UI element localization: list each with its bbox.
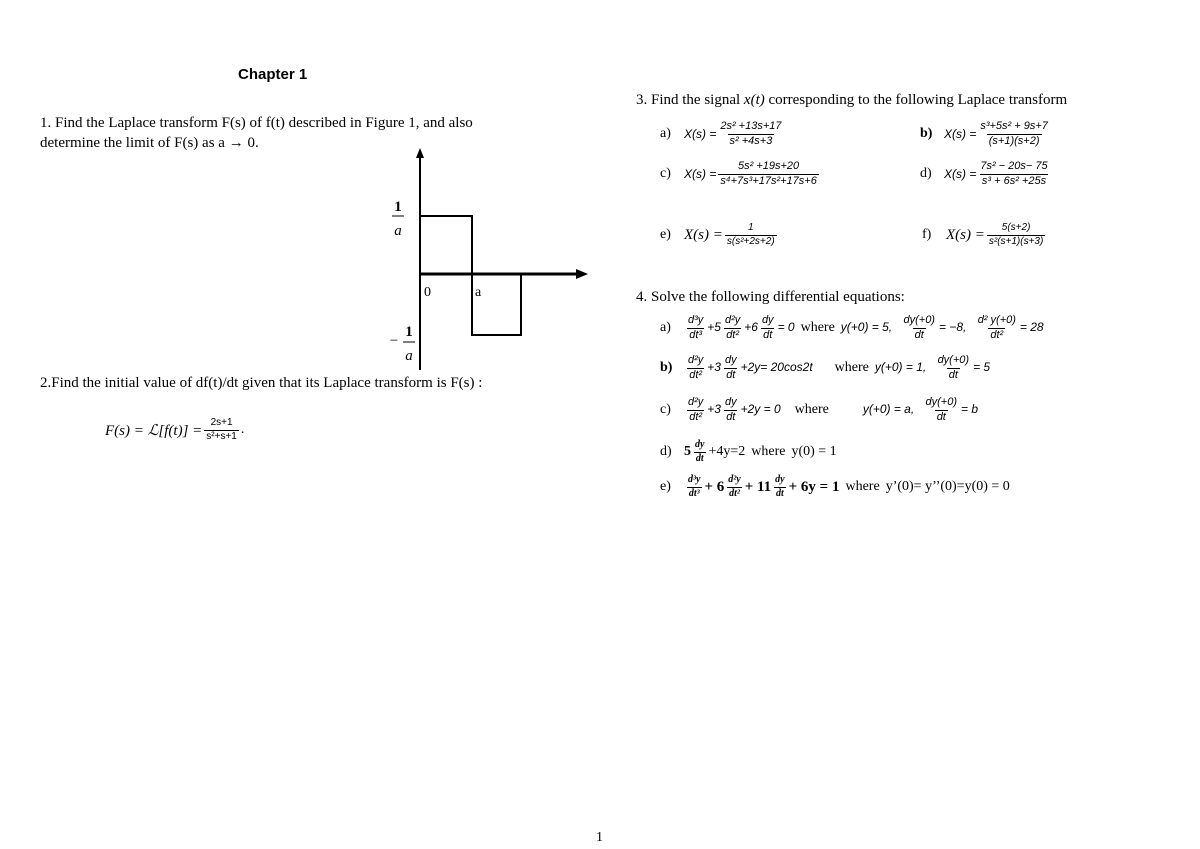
q4-a-c2-num: dy(+0) — [903, 314, 935, 326]
q4-c-p1: +3 — [707, 402, 721, 417]
q2-tail: . — [240, 422, 245, 437]
q4-e-where: where — [845, 479, 880, 494]
q3-e-den: s(s²+2s+2) — [726, 235, 775, 247]
q1-line1: 1. Find the Laplace transform F(s) of f(t) described in Figure 1, and also — [40, 115, 473, 131]
q4-d-label: d) — [660, 444, 672, 459]
q3-b-den: (s+1)(s+2) — [988, 134, 1040, 147]
q3-item-b — [920, 121, 1052, 147]
label-a-bottom: a — [405, 348, 413, 364]
q4-a-where: where — [800, 320, 835, 336]
q1-line2: determine the limit of F(s) as a → 0. — [40, 135, 259, 151]
q3-item-e — [660, 223, 779, 247]
q4-c-where: where — [794, 402, 829, 418]
q3-e-label: e) — [660, 227, 671, 242]
q4-e-f3-den: dt — [776, 487, 784, 499]
q4-e-f3-num: dy — [775, 474, 785, 485]
q4-c-c1: y(+0) = a, — [862, 402, 915, 417]
figure-1-graph — [380, 145, 595, 375]
q3-text-pre: 3. Find the signal — [636, 92, 744, 108]
positive-pulse — [420, 216, 472, 274]
q3-c-lhs: X(s) = — [684, 167, 717, 182]
q4-text: 4. Solve the following differential equations: — [636, 289, 905, 305]
q4-c-f2-den: dt — [726, 410, 736, 423]
q2-lhs: F(s) = ℒ[f(t)] = — [105, 422, 203, 439]
q4-a-f2-den: dt² — [726, 328, 740, 341]
q4-c-f1-num: d²y — [688, 396, 704, 408]
q3-d-den: s³ + 6s² +25s — [981, 174, 1047, 187]
q3-f-label: f) — [922, 227, 932, 242]
q4-b-f1-den: dt² — [689, 368, 703, 381]
q4-e-p3: + 6y = 1 — [788, 478, 840, 495]
q3-b-lhs: X(s) = — [944, 127, 977, 142]
label-one-bottom: 1 — [405, 324, 413, 340]
q4-item-a — [660, 315, 1044, 341]
q4-a-p3: = 0 — [777, 320, 795, 335]
q4-d-cond: y(0) = 1 — [791, 444, 837, 459]
q2-equation — [105, 418, 244, 442]
q3-e-num: 1 — [747, 222, 754, 233]
q3-item-c — [660, 161, 821, 187]
label-a-top: a — [394, 223, 402, 239]
q4-c-c2: = b — [961, 402, 979, 417]
q4-a-f1-den: dt³ — [689, 328, 703, 341]
q4-a-c3-den: dt² — [990, 328, 1004, 341]
q4-a-p1: +5 — [707, 320, 721, 335]
q3-f-lhs: X(s) = — [946, 226, 985, 243]
q3-a-num: 2s² +13s+17 — [720, 120, 782, 132]
q4-item-e — [660, 475, 1010, 499]
negative-pulse — [472, 274, 521, 335]
q4-c-p2: +2y = 0 — [740, 402, 781, 417]
q3-text-var: x(t) — [743, 92, 765, 108]
q3-f-den: s²(s+1)(s+3) — [988, 235, 1044, 247]
q4-b-p1: +3 — [707, 360, 721, 375]
q4-e-p1: + 6 — [704, 478, 725, 495]
q3-item-d — [920, 161, 1052, 187]
q4-d-den: dt — [695, 452, 704, 464]
q3-c-num: 5s² +19s+20 — [738, 160, 800, 172]
q4-b-c2-num: dy(+0) — [937, 354, 970, 366]
q3-c-label: c) — [660, 166, 671, 182]
q4-b-f2-num: dy — [724, 354, 737, 366]
q4-a-c2: = −8, — [938, 320, 967, 335]
q4-b-f1-num: d²y — [688, 354, 704, 366]
q3-d-label: d) — [920, 166, 932, 182]
q4-c-f2-num: dy — [724, 396, 737, 408]
q4-a-label: a) — [660, 320, 671, 336]
q4-e-f2-num: d²y — [728, 474, 741, 485]
q3-c-den: s⁴+7s³+17s²+17s+6 — [720, 174, 817, 187]
q2-num: 2s+1 — [210, 417, 233, 428]
page-number: 1 — [596, 830, 603, 845]
q4-b-where: where — [834, 360, 869, 376]
q4-d-where: where — [751, 444, 786, 459]
q4-a-p2: +6 — [744, 320, 758, 335]
q4-b-f2-den: dt — [726, 368, 736, 381]
q4-e-f2-den: dt² — [729, 487, 740, 499]
q4-item-d — [660, 440, 837, 464]
q4-a-f3-num: dy — [761, 314, 774, 326]
q3-a-label: a) — [660, 126, 671, 142]
y-axis-arrow — [416, 148, 424, 158]
label-minus: − — [389, 333, 399, 349]
q3-b-num: s³+5s² + 9s+7 — [980, 120, 1048, 132]
q4-e-cond: y’(0)= y’’(0)=y(0) = 0 — [885, 479, 1010, 494]
q2-den: s²+s+1 — [206, 430, 237, 442]
q4-e-f1-den: dt³ — [688, 487, 700, 499]
chapter-title: Chapter 1 — [238, 66, 308, 83]
q3-item-a — [660, 121, 786, 147]
q2-fraction — [204, 418, 239, 442]
q4-d-rest: +4y=2 — [708, 444, 746, 459]
q3-e-lhs: X(s) = — [684, 226, 723, 243]
q3-b-label: b) — [920, 126, 933, 142]
q4-item-c — [660, 397, 978, 423]
q4-d-coef: 5 — [684, 444, 691, 459]
q4-a-f3-den: dt — [763, 328, 773, 341]
q2-text: 2.Find the initial value of df(t)/dt given that its Laplace transform is F(s) : — [40, 375, 483, 391]
q4-c-c2-num: dy(+0) — [925, 396, 958, 408]
q3-a-lhs: X(s) = — [684, 127, 717, 142]
q4-a-c3-num: d² y(+0) — [977, 314, 1016, 326]
q4-c-f1-den: dt² — [689, 410, 703, 423]
q4-b-label: b) — [660, 360, 673, 376]
q4-b-c2-den: dt — [948, 368, 958, 381]
q4-a-f2-num: d²y — [724, 314, 741, 326]
q4-a-c3: = 28 — [1019, 320, 1044, 335]
q3-d-lhs: X(s) = — [944, 167, 977, 182]
q4-a-f1-num: d³y — [688, 314, 704, 326]
q4-b-c1: y(+0) = 1, — [874, 360, 927, 375]
q4-item-b — [660, 355, 990, 381]
q3-f-num: 5(s+2) — [1001, 222, 1031, 233]
q4-c-c2-den: dt — [936, 410, 946, 423]
q4-b-c2: = 5 — [973, 360, 991, 375]
q4-d-num: dy — [695, 439, 705, 450]
q4-e-f1-num: d³y — [688, 474, 701, 485]
q4-a-c1: y(+0) = 5, — [840, 320, 893, 335]
x-axis-arrow — [576, 269, 588, 279]
label-zero: 0 — [424, 285, 431, 300]
q3-text-post: corresponding to the following Laplace transform — [764, 92, 1068, 108]
q4-c-label: c) — [660, 402, 671, 418]
q3-text — [636, 90, 1067, 110]
q4-e-p2: + 11 — [744, 478, 772, 495]
q4-e-label: e) — [660, 479, 671, 494]
q3-d-num: 7s² − 20s− 75 — [980, 160, 1048, 172]
label-x-a: a — [475, 285, 482, 300]
q3-item-f — [922, 223, 1047, 247]
q4-a-c2-den: dt — [914, 328, 924, 341]
q4-b-p2: +2y= 20cos2t — [740, 360, 813, 375]
q3-a-den: s² +4s+3 — [729, 134, 773, 147]
label-one-top: 1 — [394, 199, 402, 215]
